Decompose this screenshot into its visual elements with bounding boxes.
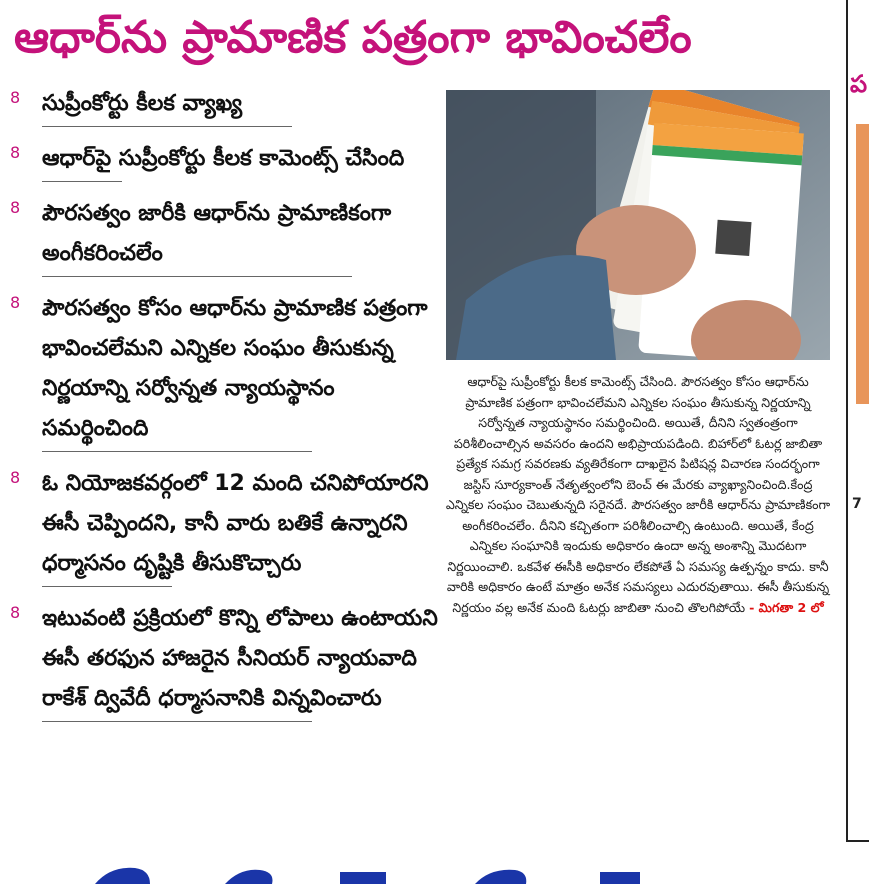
bullet-text: ఓ నియోజకవర్గంలో 12 మంది చనిపోయారని ఈసీ చెప్పిందని, కానీ వారు బతికే ఉన్నారని ధర్మాసనం దృష్టికి తీసుకొచ్చారు: [42, 471, 429, 576]
bullet-marker: 8: [10, 88, 21, 107]
article-body-text: ఆధార్‌పై సుప్రీంకోర్టు కీలక కామెంట్స్ చేసింది. పౌరసత్వం కోసం ఆధార్‌ను ప్రామాణిక పత్రంగా భావించలేమని ఎన్నికల సంఘం తీసుకున్న నిర్ణయాన్ని సర్వోన్నత న్యాయస్థానం సమర్థించింది. అయితే, దీనిని స్వతంత్రంగా పరిశీలించాల్సిన అవసరం ఉందని అభిప్రాయపడింది. బిహార్‌లో ఓటర్ల జాబితా ప్రత్యేక సమగ్ర సవరణకు వ్యతిరేకంగా దాఖలైన పిటిషన్ల విచారణ సందర్భంగా జస్టిస్ సూర్యకాంత్ నేతృత్వంలోని బెంచ్ ఈ మేరకు వ్యాఖ్యానించింది.కేంద్ర ఎన్నికల సంఘం చెబుతున్నది సరైనదే. పౌరసత్వం జారీకి ఆధార్‌ను ప్రామాణికంగా అంగీకరించలేం. దీనిని కచ్చితంగా పరిశీలించాల్సి ఉంటుంది. అయితే, కేంద్ర ఎన్నికల సంఘానికి ఇందుకు అధికారం ఉందా అన్న అంశాన్ని మొదటగా నిర్ణయించాలి. ఒకవేళ ఈసీకి అధికారం లేకపోతే ఏ సమస్య ఉత్పన్నం కాదు. కానీ వారికి అధికారం ఉంటే మాత్రం అనేక సమస్యలు ఎదురవుతాయి. ఈసీ తీసుకున్న నిర్ణయం వల్ల అనేక మంది ఓటర్లు జాబితా నుంచి తొలగిపోయే: [445, 374, 831, 615]
bullet-divider: [42, 276, 352, 277]
bullet-marker: 8: [10, 603, 21, 622]
article-body: [444, 372, 832, 618]
adjacent-article-headline-fragment: ప: [850, 70, 868, 98]
column-divider-bottom: [846, 840, 869, 842]
next-headline-strip: [0, 862, 869, 884]
column-divider: [846, 0, 848, 842]
bullet-text: సుప్రీంకోర్టు కీలక వ్యాఖ్య: [42, 91, 243, 116]
bullet-text: ఆధార్‌పై సుప్రీంకోర్టు కీలక కామెంట్స్ చేసింది: [42, 146, 405, 171]
bullet-divider: [42, 721, 312, 722]
bullet-list: [8, 84, 440, 734]
bullet-item: [8, 289, 440, 452]
bullet-item: [8, 599, 440, 722]
photo-illustration: [446, 90, 830, 360]
bullet-divider: [42, 451, 312, 452]
bullet-text: పౌరసత్వం కోసం ఆధార్‌ను ప్రామాణిక పత్రంగా భావించలేమని ఎన్నికల సంఘం తీసుకున్న నిర్ణయాన్ని సర్వోన్నత న్యాయస్థానం సమర్థించింది: [42, 296, 428, 441]
adjacent-article-photo: [856, 124, 869, 404]
continued-on-page-2[interactable]: - మిగతా 2 లో: [749, 599, 824, 615]
bullet-text: ఇటువంటి ప్రక్రియలో కొన్ని లోపాలు ఉంటాయని ఈసీ తరఫున హాజరైన సీనియర్ న్యాయవాది రాకేశ్ ద్వివేదీ ధర్మాసనానికి విన్నవించారు: [42, 606, 438, 711]
bullet-item: [8, 464, 440, 587]
bullet-divider: [42, 181, 122, 182]
bullet-marker: 8: [10, 143, 21, 162]
bullet-marker: 8: [10, 293, 21, 312]
bullet-marker: 8: [10, 468, 21, 487]
next-headline-glyphs: [0, 862, 869, 884]
bullet-item: [8, 139, 440, 182]
bullet-divider: [42, 126, 292, 127]
adjacent-article-number: 7: [852, 496, 862, 512]
bullet-divider: [42, 586, 172, 587]
bullet-text: పౌరసత్వం జారీకి ఆధార్‌ను ప్రామాణికంగా అంగీకరించలేం: [42, 201, 392, 266]
aadhaar-cards-photo: [446, 90, 830, 360]
bullet-marker: 8: [10, 198, 21, 217]
article-headline: ఆధార్‌ను ప్రామాణిక పత్రంగా భావించలేం: [14, 12, 692, 63]
bullet-item: [8, 84, 440, 127]
bullet-item: [8, 194, 440, 277]
